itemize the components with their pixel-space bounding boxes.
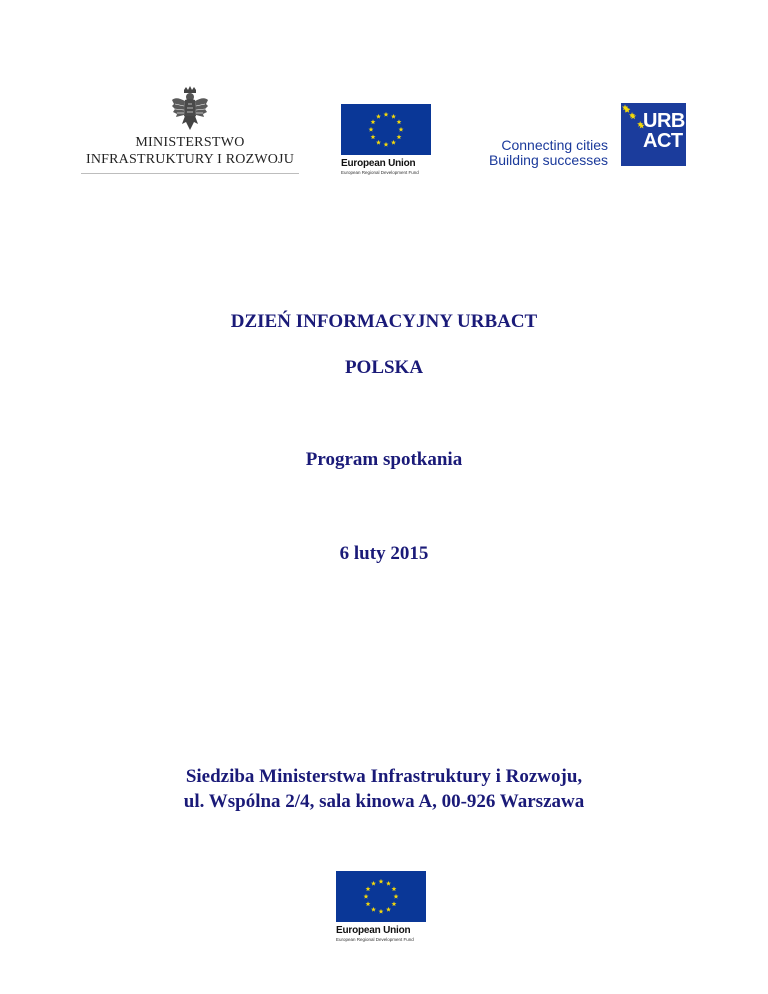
document-title: DZIEŃ INFORMACYJNY URBACT bbox=[230, 311, 538, 332]
document-date: 6 luty 2015 bbox=[339, 543, 429, 564]
ministry-logo bbox=[80, 86, 300, 186]
eu-flag-icon bbox=[341, 104, 431, 155]
footer-eu-logo bbox=[336, 871, 426, 943]
urbact-logo-line2: ACT bbox=[643, 130, 683, 152]
document-subtitle: Program spotkania bbox=[305, 449, 463, 470]
ministry-name-line2: INFRASTRUKTURY I ROZWOJU bbox=[85, 152, 295, 167]
eu-logo-sublabel: European Regional Development Fund bbox=[341, 170, 419, 175]
urbact-stars-icon bbox=[621, 103, 645, 166]
polish-eagle-icon bbox=[170, 86, 210, 132]
venue-line2: ul. Wspólna 2/4, sala kinowa A, 00-926 Warszawa bbox=[183, 791, 585, 812]
document-country: POLSKA bbox=[344, 357, 424, 378]
ministry-divider bbox=[81, 173, 299, 174]
footer-eu-flag-icon bbox=[336, 871, 426, 922]
urbact-tagline-line1: Connecting cities bbox=[501, 137, 608, 153]
urbact-logo bbox=[621, 103, 686, 166]
eu-logo-label: European Union bbox=[341, 158, 416, 169]
urbact-logo-line1: URB bbox=[643, 110, 685, 132]
footer-eu-logo-sublabel: European Regional Development Fund bbox=[336, 937, 414, 942]
urbact-tagline bbox=[478, 138, 608, 168]
ministry-name-line1: MINISTERSTWO bbox=[135, 135, 245, 150]
urbact-star-icon bbox=[630, 113, 636, 119]
eu-logo bbox=[341, 104, 431, 176]
venue-line1: Siedziba Ministerstwa Infrastruktury i Rozwoju, bbox=[185, 766, 583, 787]
urbact-tagline-line2: Building successes bbox=[488, 152, 608, 168]
footer-eu-logo-label: European Union bbox=[336, 925, 411, 936]
